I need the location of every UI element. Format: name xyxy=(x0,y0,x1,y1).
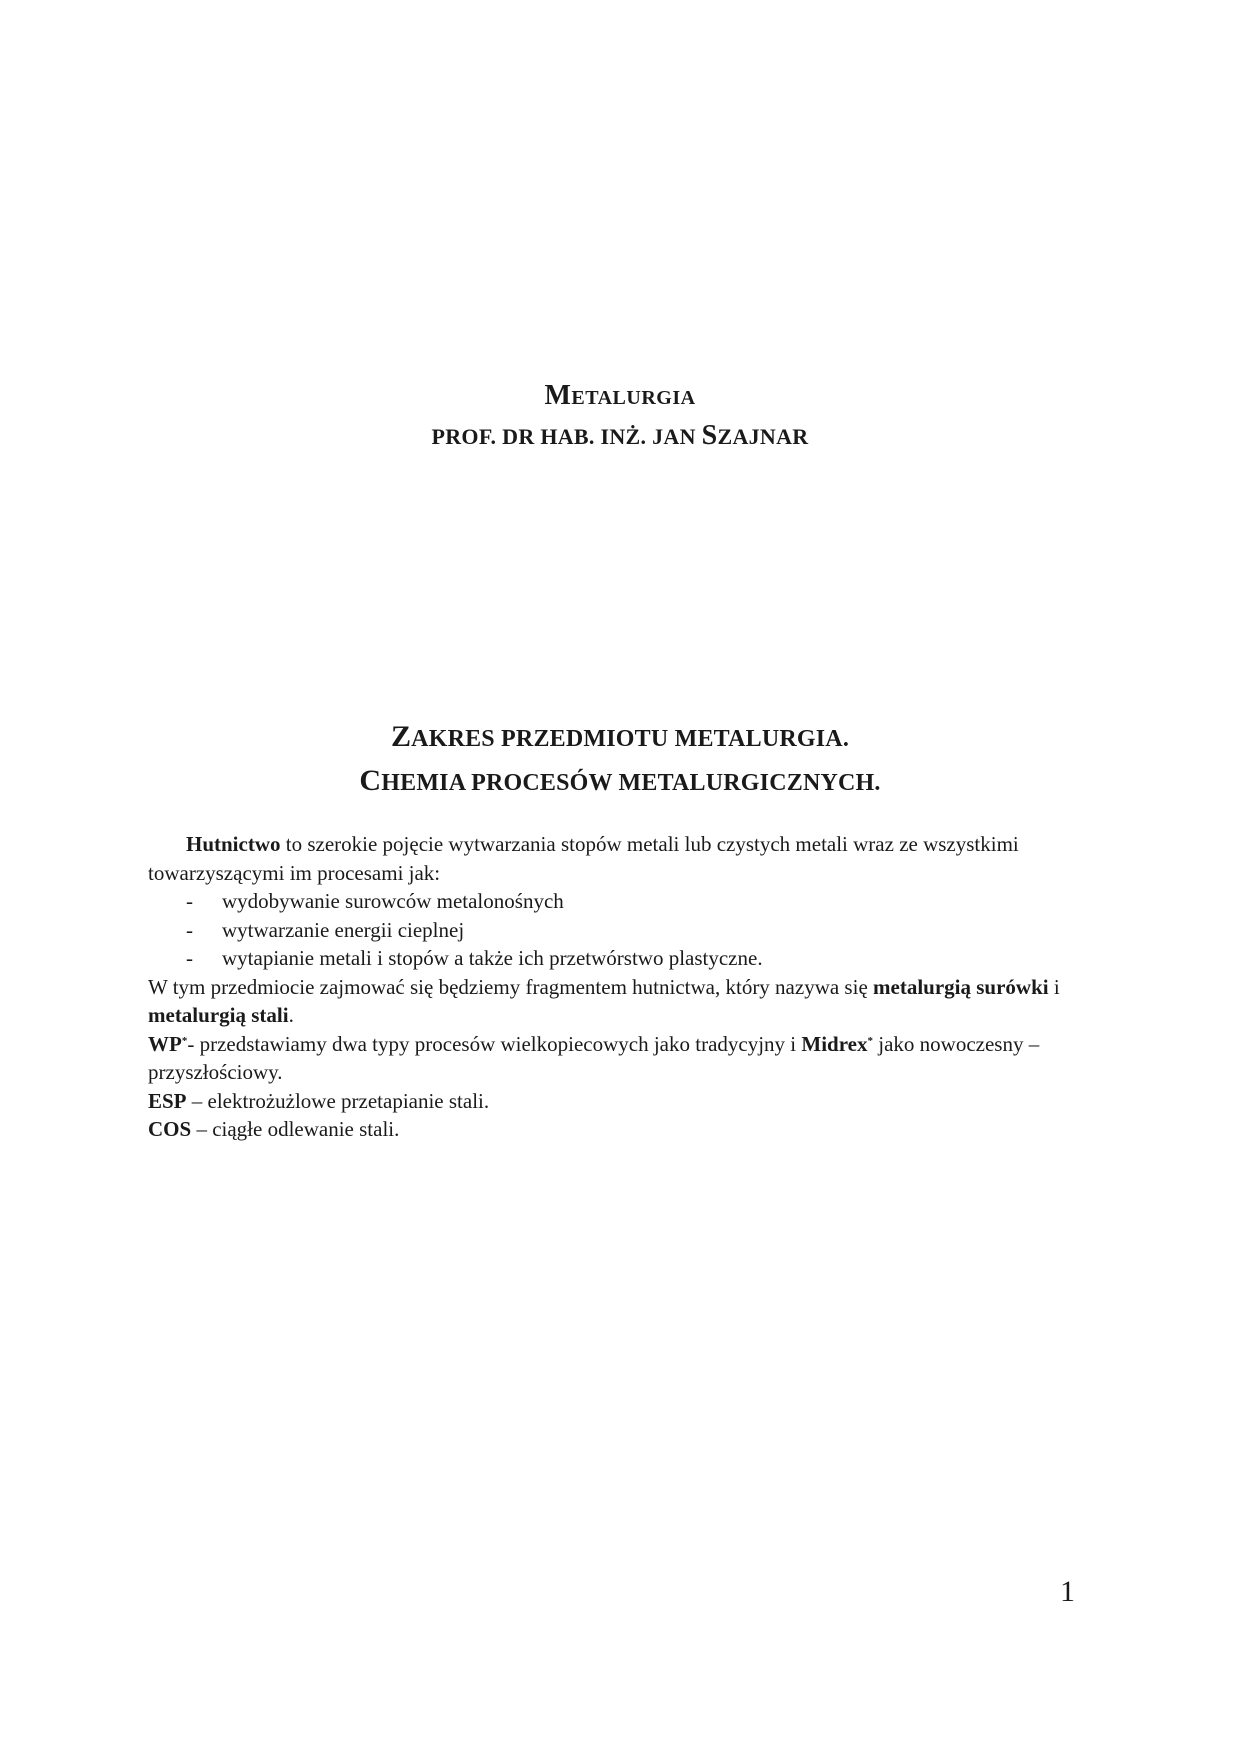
list-item: - wydobywanie surowców metalonośnych xyxy=(186,889,564,913)
heading-line-1: ZAKRES PRZEDMIOTU METALURGIA. xyxy=(390,720,850,753)
heading-line-2: CHEMIA PROCESÓW METALURGICZNYCH. xyxy=(359,764,881,797)
intro-paragraph: Hutnictwo to szerokie pojęcie wytwarzania stopów metali lub czystych metali wraz ze wszystkimi towarzyszącymi im procesami jak: xyxy=(148,832,1019,885)
page-number: 1 xyxy=(1060,1575,1075,1608)
section-heading xyxy=(0,716,1240,804)
title-subject: METALURGIA xyxy=(544,380,696,411)
process-list xyxy=(148,887,1068,973)
list-item: - wytwarzanie energii cieplnej xyxy=(186,917,465,942)
wp-paragraph: WP*- przedstawiamy dwa typy procesów wielkopiecowych jako tradycyjny i Midrex* jako nowoczesny – przyszłościowy. xyxy=(148,1031,1040,1084)
subject-paragraph: W tym przedmiocie zajmować się będziemy fragmentem hutnictwa, który nazywa się metalurgią surówki i metalurgią stali. xyxy=(148,974,1060,1027)
document-title xyxy=(0,376,1240,455)
esp-paragraph: ESP – elektrożużlowe przetapianie stali. xyxy=(148,1088,490,1113)
list-item: - wytapianie metali i stopów a także ich przetwórstwo plastyczne. xyxy=(186,946,763,970)
body-text xyxy=(148,830,1068,1144)
cos-paragraph: COS – ciągłe odlewanie stali. xyxy=(148,1117,400,1141)
title-author: PROF. DR HAB. INŻ. JAN SZAJNAR xyxy=(431,420,809,451)
